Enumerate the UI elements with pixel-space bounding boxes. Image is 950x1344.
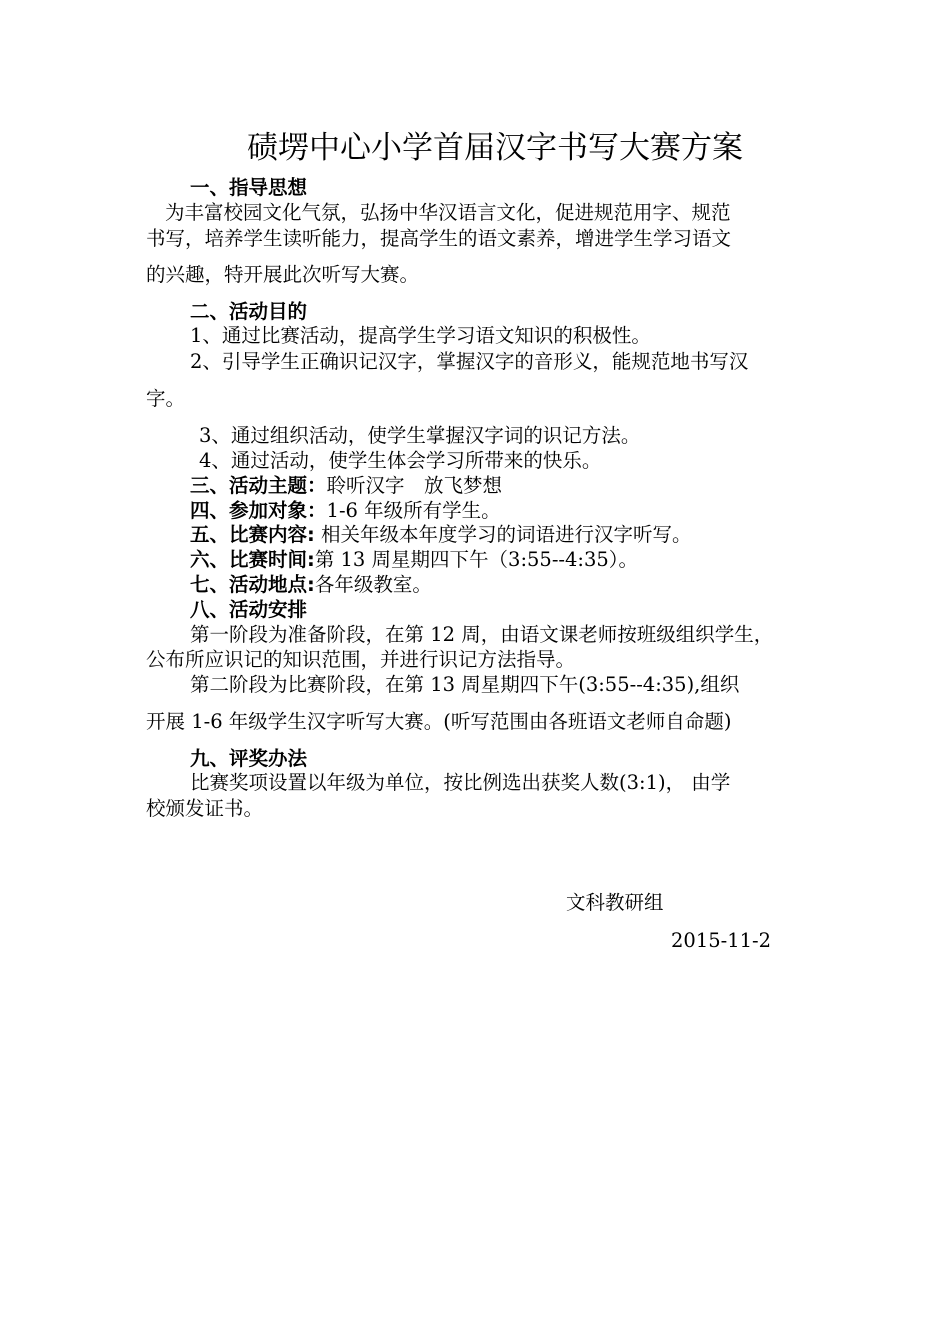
paragraph-line: 公布所应识记的知识范围，并进行识记方法指导。 <box>146 648 576 671</box>
info-separator: : <box>307 523 315 546</box>
info-value: 1-6 年级所有学生。 <box>326 499 501 522</box>
info-label: 三、活动主题 <box>190 474 308 497</box>
list-item: 2、引导学生正确识记汉字，掌握汉字的音形义，能规范地书写汉 <box>190 350 749 373</box>
paragraph-line: 比赛奖项设置以年级为单位，按比例选出获奖人数(3:1)， 由学 <box>190 771 731 794</box>
info-label: 六、比赛时间 <box>190 548 308 571</box>
section-heading-awards: 九、评奖办法 <box>190 747 308 770</box>
info-label: 五、比赛内容 <box>190 523 308 546</box>
info-value: 相关年级本年度学习的词语进行汉字听写。 <box>314 523 692 546</box>
section-heading-activity-purpose: 二、活动目的 <box>190 300 308 323</box>
paragraph-line: 校颁发证书。 <box>146 797 264 820</box>
info-label: 四、参加对象 <box>190 499 308 522</box>
signature-date: 2015-11-2 <box>671 929 772 952</box>
info-row-theme <box>190 474 502 498</box>
list-item: 3、通过组织活动，使学生掌握汉字词的识记方法。 <box>199 424 641 447</box>
list-item: 4、通过活动，使学生体会学习所带来的快乐。 <box>199 449 602 472</box>
section-heading-arrangement: 八、活动安排 <box>190 598 308 621</box>
info-separator: : <box>307 548 315 571</box>
paragraph-line: 的兴趣，特开展此次听写大赛。 <box>146 263 420 286</box>
section-heading-guiding-thought: 一、指导思想 <box>190 176 308 199</box>
paragraph-line: 书写，培养学生读听能力，提高学生的语文素养，增进学生学习语文 <box>146 227 732 250</box>
info-row-time <box>190 548 638 572</box>
list-item: 1、通过比赛活动，提高学生学习语文知识的积极性。 <box>190 324 651 347</box>
info-row-content <box>190 523 692 547</box>
document-title: 碛塄中心小学首届汉字书写大赛方案 <box>247 130 743 166</box>
info-row-participants <box>190 499 501 523</box>
info-value: 各年级教室。 <box>314 573 432 596</box>
info-value: 聆听汉字 放飞梦想 <box>326 474 503 497</box>
info-separator: : <box>307 573 315 596</box>
info-label: 七、活动地点 <box>190 573 308 596</box>
info-separator: ： <box>307 474 327 497</box>
info-separator: ： <box>307 499 327 522</box>
info-value: 第 13 周星期四下午（3:55--4:35）。 <box>314 548 639 571</box>
info-row-location <box>190 573 432 597</box>
paragraph-line: 为丰富校园文化气氛，弘扬中华汉语言文化，促进规范用字、规范 <box>165 201 731 224</box>
paragraph-line: 第一阶段为准备阶段，在第 12 周，由语文课老师按班级组织学生， <box>190 623 774 646</box>
paragraph-line: 第二阶段为比赛阶段，在第 13 周星期四下午(3:55--4:35),组织 <box>190 673 740 696</box>
signature-organization: 文科教研组 <box>566 891 664 914</box>
list-item-continuation: 字。 <box>146 387 186 410</box>
paragraph-line: 开展 1-6 年级学生汉字听写大赛。(听写范围由各班语文老师自命题) <box>146 710 732 733</box>
